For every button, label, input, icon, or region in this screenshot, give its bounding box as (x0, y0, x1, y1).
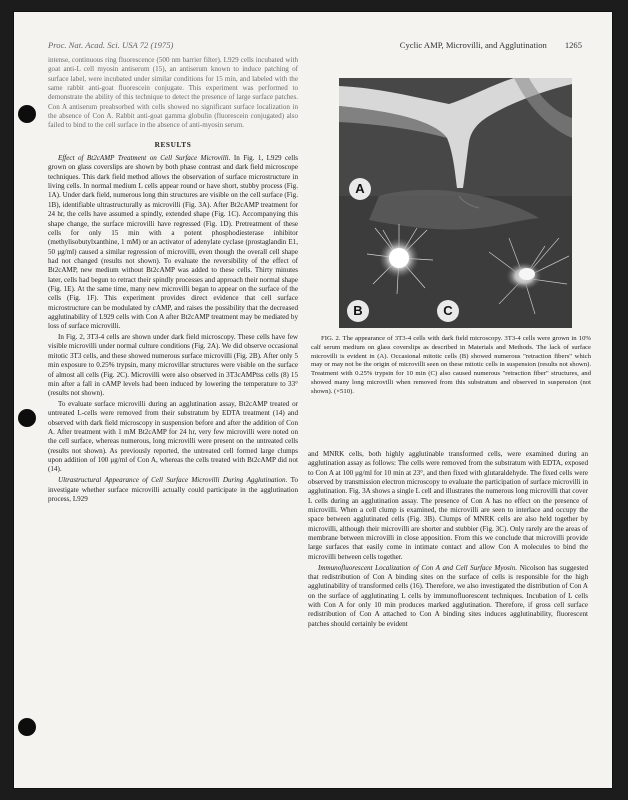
intro-paragraph: intense, continuous ring fluorescence (500 nm barrier filter). L929 cells incubated with goat anti-L cell myosin antiserum (15), an antiserum known to induce patching of surface label, were incubated under similar conditions for 15 min, and labeled with the same rabbit anti-goat fluorescein conjugate. This experiment was performed to demonstrate the ability of this technique to detect the presence of large surface patches. Con A antiserum preabsorbed with cells showed no significant surface localization in the absence of Con A. Rabbit anti-goat gamma globulin (fluorescein conjugated) also failed to bind to the cell surface in the absence of anti-myosin serum. (48, 56, 298, 130)
caption-text: FIG. 2. The appearance of 3T3-4 cells with dark field microscopy. 3T3-4 cells were grown in 10% calf serum medium on glass coverslips as described in Materials and Methods. The lack of surface microvilli is evident in (A). Occasional mitotic cells (B) showed numerous "retraction fibers" which may or may not be the origin of microvilli seen on these mitotic cells in suspension (results not shown). Treatment with 0.25% trypsin for 10 min (C) also caused numerous "retraction fiber" structures, and showed many long microvilli when removed from this substratum and observed in suspension (not shown). (×510). (311, 335, 591, 395)
figure-2-caption (311, 335, 591, 397)
results-paragraph-3: To evaluate surface microvilli during an agglutination assay, Bt2cAMP treated or untreated L-cells were removed from their substratum by EDTA treatment (14) and observed with dark field microscopy in suspension before and after the addition of Con A. After treatment with 1 mM Bt2cAMP for 24 hr, very few microvilli were noted on the cell surface, whereas numerous, long microvilli were present on the untreated cells (results not shown). As previously reported, the untreated cell formed large clumps upon addition of 100 μg/ml of Con A, whereas the cells treated with Bt2cAMP did not (14). (48, 400, 298, 474)
results-paragraph-4-text: To investigate whether surface microvilli actually could participate in the agglutination process, L929 (48, 476, 298, 503)
figure-2-micrograph (339, 78, 572, 328)
punch-hole-top (18, 105, 36, 123)
right-paragraph-2-text: Nicolson has suggested that redistribution of Con A binding sites on the surface of cells is responsible for the high agglutinability of transformed cells (16). Therefore, we also investigated the distribution of Con A on the surface of agglutinating L cells by immunofluorescent techniques. Incubation of L cells with Con A for only 10 min produces marked agglutination. Therefore, if gross cell surface redistribution of Con A attached to Con A binding sites induces agglutinability, fluorescent patches should certainly be evident (308, 563, 588, 628)
results-paragraph-1-text: In Fig. 1, L929 cells grown on glass coverslips are shown by both phase contrast and dark field microscope techniques. This dark field method allows the observation of surface microstructure in living cells. In normal medium L cells appear round or have short, stubby process (Fig. 1A). Under dark field, numerous long thin structures are visible on the cell surface (Fig. 1B), identifiable ultrastructurally as microvilli (Fig. 3A). After Bt2cAMP treatment for 24 hr, the cells have assumed a spindly, extended shape (Fig. 1C). Accompanying this shape change, the surface microvilli have regressed (Fig. 1D). Pretreatment of these cells for only 15 min with a potent phosphodiesterase inhibitor (methylisobutylxanthine, 1 mM) or an activator of adenylate cyclase (prostaglandin E1, 50 μg/ml) caused a similar regression of microvilli, even though the overall cell shape had not changed (results not shown). To evaluate the reversibility of the effect of Bt2cAMP, new medium without Bt2cAMP was added to these cells. Thirty minutes later, cells had begun to retract their spindly processes and approach their normal shape (Fig. 1E). At the same time, many new microvilli began to appear on the surface of the cells (Fig. 1F). This experiment provides direct evidence that cell surface microstructure can be modulated by cAMP, and raises the possibility that the decreased agglutinability of L929 cells with Con A after Bt2cAMP treatment may be mediated by loss of surface microvilli. (48, 154, 298, 331)
journal-page (14, 12, 612, 788)
results-paragraph-2: In Fig. 2, 3T3-4 cells are shown under dark field microscopy. These cells have few visible microvilli under normal culture conditions (Fig. 2A). We did observe occasional mitotic 3T3 cells, and these showed numerous surface microvilli (Fig. 2B). After only 5 min exposure to 0.25% trypsin, many microvillar structures were visible on the surface of almost all cells (Fig. 2C). Microvilli were also observed in 3T3cAMPtss cells (8) 15 min after a fall in cAMP levels had been induced by lowering the temperature to 33° (results not shown). (48, 333, 298, 398)
right-paragraph-1: and MNRK cells, both highly agglutinable transformed cells, were examined during an agglutination assay as follows: The cells were removed from the substratum with EDTA, exposed to Con A at 100 μg/ml for 10 min at 23°, and then fixed with glutaraldehyde. The fixed cells were observed by transmission electron microscopy to evaluate the participation of surface microvilli in agglutination. Fig. 3A shows a single L cell and illustrates the numerous long microvilli that cover L cells during an agglutination assay. The presence of Con A has no effect on the presence of microvilli. When a cell clump is examined, the microvilli are seen to interlace and occupy the space between agglutinated cells (Fig. 3B). Clumps of MNRK cells are also held together by microvilli, although their microvilli are shorter and stubbier (Fig. 3C). Only rarely are the areas of membrane between microvilli in close apposition. From this we conclude that microvilli provide large surfaces that easily come in intimate contact and allow Con A molecules to bind the microvilli between cells together. (308, 450, 588, 561)
figure-label-c: C (437, 300, 459, 322)
right-paragraph-2 (308, 564, 588, 629)
results-paragraph-1 (48, 154, 298, 332)
page-number: 1265 (564, 40, 582, 50)
running-title: Cyclic AMP, Microvilli, and Agglutination (399, 40, 547, 50)
right-column (308, 450, 588, 780)
page-header (48, 40, 582, 50)
immunofluorescent-subheading: Immunofluorescent Localization of Con A and Cell Surface Myosin. (318, 563, 518, 572)
punch-hole-bottom (18, 718, 36, 736)
effect-subheading: Effect of Bt2cAMP Treatment on Cell Surface Microvilli. (58, 154, 231, 163)
figure-label-b: B (347, 300, 369, 322)
figure-label-a: A (349, 178, 371, 200)
journal-citation: Proc. Nat. Acad. Sci. USA 72 (1975) (48, 40, 174, 50)
ultrastructural-subheading: Ultrastructural Appearance of Cell Surface Microvilli During Agglutination. (58, 476, 288, 485)
micrograph-image (339, 78, 572, 328)
results-heading: RESULTS (154, 139, 192, 149)
left-column (48, 56, 298, 776)
punch-hole-middle (18, 409, 36, 427)
results-paragraph-4 (48, 476, 298, 504)
